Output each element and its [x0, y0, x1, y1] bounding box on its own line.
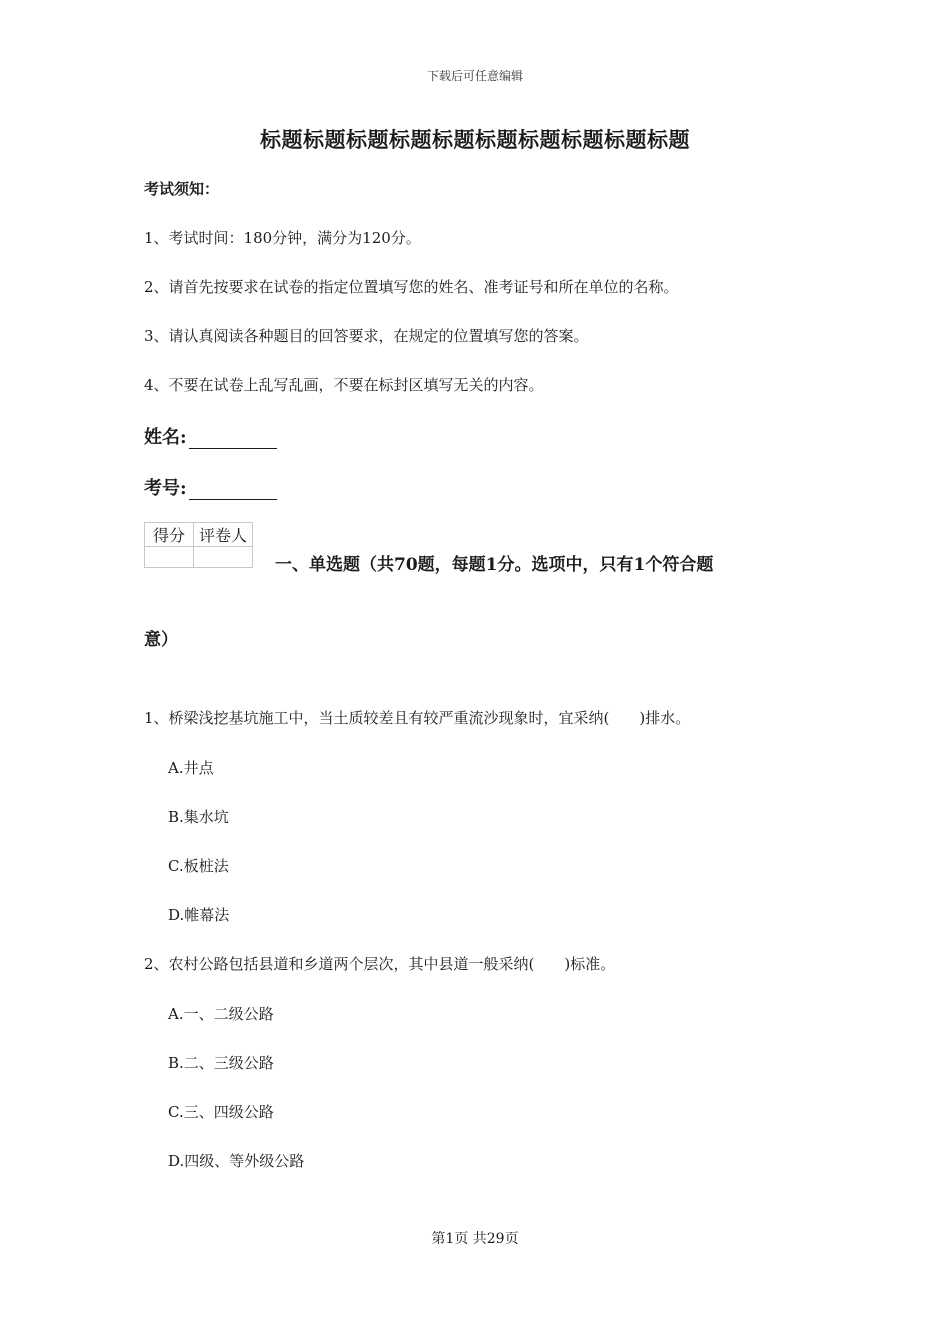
question-option: D.帷幕法: [168, 906, 230, 924]
question-option: A.一、二级公路: [168, 1005, 274, 1023]
name-label: 姓名:: [144, 427, 187, 448]
question-option: B.集水坑: [168, 808, 229, 826]
grader-header: 评卷人: [194, 523, 253, 547]
score-header: 得分: [145, 523, 194, 547]
header-note: 下载后可任意编辑: [426, 69, 523, 83]
question-option: B.二、三级公路: [168, 1054, 274, 1072]
notice-item: 1、考试时间：180分钟，满分为120分。: [144, 229, 421, 247]
notice-item: 4、不要在试卷上乱写乱画，不要在标封区填写无关的内容。: [144, 376, 544, 394]
exam-id-blank[interactable]: [189, 479, 277, 500]
exam-id-label: 考号:: [144, 478, 187, 499]
section-title: 一、单选题（共70题，每题1分。选项中，只有1个符合题: [275, 555, 714, 575]
name-blank[interactable]: [189, 428, 277, 449]
name-field: [144, 423, 277, 449]
score-cell[interactable]: [145, 547, 194, 568]
document-title: 标题标题标题标题标题标题标题标题标题标题: [260, 127, 690, 152]
question-option: C.三、四级公路: [168, 1103, 274, 1121]
notice-item: 2、请首先按要求在试卷的指定位置填写您的姓名、准考证号和所在单位的名称。: [144, 278, 679, 296]
section-title-continued: 意）: [144, 630, 178, 650]
question-option: C.板桩法: [168, 857, 229, 875]
score-table: [144, 522, 253, 568]
notice-heading: 考试须知：: [144, 180, 220, 198]
question-option: D.四级、等外级公路: [168, 1152, 305, 1170]
question-stem: 2、农村公路包括县道和乡道两个层次，其中县道一般采纳( )标准。: [144, 955, 616, 973]
question-option: A.井点: [168, 759, 214, 777]
grader-cell[interactable]: [194, 547, 253, 568]
question-stem: 1、桥梁浅挖基坑施工中，当土质较差且有较严重流沙现象时，宜采纳( )排水。: [144, 709, 691, 727]
exam-id-field: [144, 474, 277, 500]
notice-item: 3、请认真阅读各种题目的回答要求，在规定的位置填写您的答案。: [144, 327, 589, 345]
page-footer: 第1页 共29页: [431, 1231, 519, 1247]
